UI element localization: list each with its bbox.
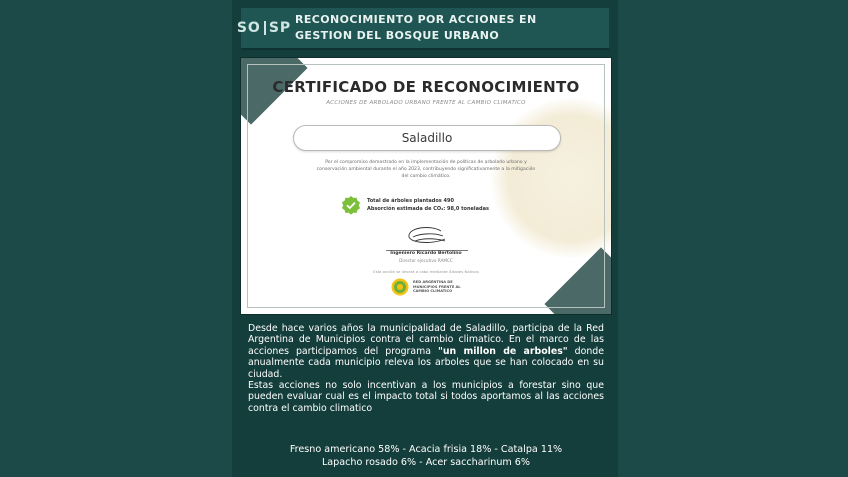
description-p2: Estas acciones no solo incentivan a los municipios a forestar sino que pueden evaluar cual es el impacto total si todos aportamos al las acciones contra el cambio climatico [248, 380, 604, 414]
logo-top: SO [236, 20, 261, 36]
sosp-logo [236, 7, 292, 49]
org-line-3: CAMBIO CLIMATICO [413, 289, 453, 294]
header-title [287, 12, 537, 44]
description-p1-start: Desde hace varios años la municipalidad de Saladillo, participa de la Red Argentina de Municipios contra el cambio climatico. En el marco de las acciones participamos del programa [248, 323, 604, 357]
program-name: "un millon de arboles" [437, 345, 568, 357]
recipient-name: Saladillo [401, 131, 453, 145]
certificate-subtitle: ACCIONES DE ARBOLADO URBANO FRENTE AL CAMBIO CLIMATICO [326, 100, 526, 106]
certificate-title: CERTIFICADO DE RECONOCIMIENTO [272, 78, 580, 96]
description-text [248, 323, 604, 414]
header-title-line1: RECONOCIMIENTO POR ACCIONES EN [295, 13, 537, 26]
check-badge-icon [341, 195, 361, 215]
stats-row [341, 195, 489, 215]
org-line-1: RED ARGENTINA DE [413, 280, 453, 285]
org-line-2: MUNICIPIOS FRENTE AL [413, 284, 461, 289]
recipient-name-box [293, 125, 561, 151]
logo-bottom: SP [268, 20, 292, 36]
certificate-footer-note: Esta acción se llevará a cabo mediante Árboles Nativos [373, 269, 479, 274]
species-line-1: Fresno americano 58% - Acacia frisia 18% - Catalpa 11% [289, 444, 563, 455]
header-banner [236, 8, 609, 50]
species-distribution [240, 444, 612, 469]
organization-row [391, 278, 461, 296]
header-title-line2: GESTION DEL BOSQUE URBANO [295, 29, 500, 42]
species-line-2: Lapacho rosado 6% - Acer saccharinum 6% [321, 456, 531, 468]
certificate-body-text: Por el compromiso demostrado en la implementación de políticas de arbolado urbano y conservación ambiental durante el año 2023, contribuyendo significativamente a la mitigación del cambio climático. [316, 160, 536, 179]
signer-name: Ingeniero Ricardo Bertolino [390, 251, 462, 256]
certificate-image [240, 57, 612, 315]
signer-role: Director ejecutivo RAMCC [399, 258, 453, 263]
ramcc-logo-icon [391, 278, 409, 296]
signature-icon [401, 225, 453, 249]
stats-co2-absorption: Absorción estimada de CO₂: 98,0 toneladas [367, 206, 489, 212]
stats-trees-planted: Total de árboles plantados 490 [367, 198, 454, 204]
description-p1-end: donde anualmente cada municipio releva los arboles que se han colocado en su ciudad. [248, 345, 604, 380]
